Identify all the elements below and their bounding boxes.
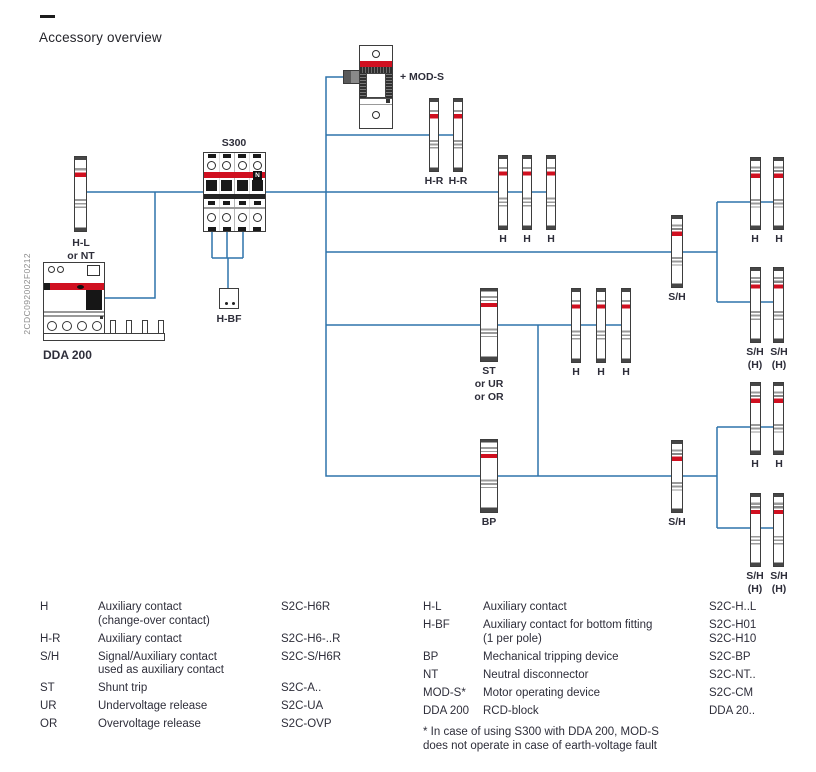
- device-s-h-h: [773, 493, 784, 567]
- device-h: [750, 157, 761, 230]
- label-s-h-sub: (H): [747, 359, 763, 371]
- dda-baseplate: [43, 333, 165, 341]
- device-h-r: [453, 98, 463, 172]
- device-bp: [480, 439, 498, 513]
- page-title: Accessory overview: [39, 30, 162, 45]
- device-h: [621, 288, 631, 363]
- label-s-h: S/H: [746, 570, 764, 582]
- legend-abbr: H-BF: [423, 619, 450, 631]
- legend-code: S2C-H6-..R: [281, 632, 341, 645]
- legend-row: [40, 718, 412, 732]
- dda-terminal-circle: [92, 321, 102, 331]
- legend-desc: Overvoltage release: [98, 718, 201, 730]
- dda-prong: [110, 320, 116, 334]
- legend-abbr: BP: [423, 650, 439, 663]
- legend-abbr: H-L: [423, 601, 442, 613]
- label-s-h: S/H: [746, 346, 764, 358]
- label-h: H: [547, 233, 555, 245]
- label-h: H: [751, 458, 759, 470]
- device-s-h: [671, 440, 683, 513]
- label-s-h: S/H: [668, 516, 686, 528]
- s300-terminal-circle: [253, 161, 262, 170]
- mods-small-square: [386, 99, 390, 103]
- s300-bottom-tabs: [204, 226, 265, 231]
- legend-desc: Auxiliary contact: [483, 601, 567, 613]
- legend-left: [40, 601, 412, 736]
- legend-code: S2C-H..L: [709, 601, 757, 613]
- legend-desc-line: (1 per pole): [483, 632, 542, 645]
- hbf-dot: [225, 302, 228, 305]
- legend-code-line: S2C-H10: [709, 632, 757, 645]
- s300-tab: [253, 227, 261, 231]
- legend-abbr: NT: [423, 668, 439, 681]
- label-s-h: S/H: [770, 570, 788, 582]
- dda-gray-line: [44, 311, 104, 313]
- s300-toggle: [221, 180, 232, 191]
- device-mod-s: [359, 45, 393, 129]
- s300-terminal-circle: [207, 161, 216, 170]
- dda-circle: [48, 266, 55, 273]
- s300-terminal-circle: [253, 213, 262, 222]
- legend-code: S2C-H6R: [281, 601, 331, 613]
- device-s-h-h: [750, 267, 761, 343]
- legend-code: S2C-A..: [281, 682, 322, 694]
- mods-screw-circle: [372, 111, 380, 119]
- dda-prong: [158, 320, 164, 334]
- device-s-h-h: [750, 493, 761, 567]
- s300-toggle: [206, 180, 217, 191]
- legend-code: S2C-OVP: [281, 718, 332, 730]
- device-h: [546, 155, 556, 230]
- legend-desc: Mechanical tripping device: [483, 650, 619, 663]
- legend-abbr: ST: [40, 682, 55, 694]
- device-h-l: [74, 156, 87, 232]
- s300-neutral-marker: N: [253, 171, 262, 180]
- label-h-bf: H-BF: [216, 313, 242, 325]
- label-h: H: [572, 366, 580, 378]
- legend-row: [423, 619, 811, 646]
- device-h: [596, 288, 606, 363]
- label-h: H: [775, 458, 783, 470]
- mods-body: [360, 73, 392, 98]
- legend-desc: Undervoltage release: [98, 700, 208, 712]
- legend-abbr: H: [40, 601, 49, 613]
- mods-thin-band: [360, 98, 392, 105]
- s300-tab: [223, 227, 231, 231]
- legend-row: [423, 705, 811, 719]
- label-st-alt1: or UR: [474, 378, 504, 390]
- legend-row: [40, 651, 412, 678]
- legend-desc: Neutral disconnector: [483, 668, 589, 681]
- legend-code: DDA 20..: [709, 704, 756, 717]
- label-dda-200: DDA 200: [43, 348, 92, 362]
- s300-tick: [208, 201, 215, 205]
- legend-row: [40, 633, 412, 647]
- s300-terminal-circle: [222, 161, 231, 170]
- s300-dark-band: [204, 194, 265, 199]
- s300-top-terminals: [204, 159, 265, 172]
- label-h: H: [523, 233, 531, 245]
- legend-desc: RCD-block: [483, 704, 539, 717]
- device-h: [522, 155, 532, 230]
- legend-abbr: H-R: [40, 632, 61, 645]
- label-h: H: [597, 366, 605, 378]
- mods-screw-circle: [372, 50, 380, 58]
- s300-tick: [254, 201, 261, 205]
- dda-dot: [100, 316, 103, 319]
- s300-tab: [223, 154, 231, 158]
- label-h: H: [622, 366, 630, 378]
- legend-abbr: UR: [40, 700, 57, 712]
- legend-desc-line: (change-over contact): [98, 614, 210, 627]
- label-s-h-sub: (H): [771, 583, 787, 595]
- legend-desc: Shunt trip: [98, 682, 148, 694]
- dda-gray-line: [44, 315, 104, 317]
- label-s-h-sub: (H): [747, 583, 763, 595]
- dda-terminal-circle: [47, 321, 57, 331]
- dda-prong: [142, 320, 148, 334]
- legend-row: [40, 682, 412, 696]
- legend-desc: [98, 601, 281, 628]
- label-h-l-alt: or NT: [67, 250, 95, 262]
- s300-tab: [253, 154, 261, 158]
- legend-footnote: [423, 726, 811, 753]
- label-st: ST: [482, 365, 496, 377]
- dda-circle: [57, 266, 64, 273]
- legend-desc: Motor operating device: [483, 686, 600, 699]
- legend-row: [40, 700, 412, 714]
- label-h-r: H-R: [424, 175, 444, 187]
- s300-bottom-terminals: [204, 209, 265, 225]
- label-st-alt2: or OR: [474, 391, 504, 403]
- legend-desc-line: Signal/Auxiliary contact: [98, 650, 217, 663]
- label-s-h: S/H: [770, 346, 788, 358]
- device-h: [750, 382, 761, 455]
- legend-desc: [98, 651, 281, 678]
- s300-tab: [208, 227, 216, 231]
- dda-red-band: [44, 283, 104, 290]
- dda-window: [87, 265, 100, 276]
- legend-abbr: S/H: [40, 650, 60, 663]
- s300-tab: [208, 154, 216, 158]
- device-h-bf: [219, 288, 239, 309]
- legend-code-line: S2C-H01: [709, 619, 757, 631]
- legend-code: S2C-BP: [709, 650, 751, 663]
- legend-abbr: MOD-S*: [423, 686, 466, 699]
- mods-hatch-right: [386, 73, 392, 98]
- dda-toggle: [86, 290, 102, 310]
- legend-code: S2C-S/H6R: [281, 650, 342, 663]
- legend-code: S2C-NT..: [709, 668, 756, 681]
- label-h: H: [751, 233, 759, 245]
- footnote-line: does not operate in case of earth-voltage fault: [423, 739, 657, 752]
- device-dda-200: [43, 262, 105, 340]
- dda-eye-marker: [77, 285, 84, 289]
- dda-terminal-circle: [77, 321, 87, 331]
- device-h: [773, 157, 784, 230]
- device-h: [498, 155, 508, 230]
- legend-right: [423, 601, 811, 753]
- legend-row: [423, 601, 811, 615]
- s300-terminal-circle: [238, 161, 247, 170]
- dda-red-band-cap: [44, 283, 50, 290]
- label-s-h: S/H: [668, 291, 686, 303]
- legend-desc-line: Auxiliary contact: [98, 601, 182, 613]
- s300-terminal-circle: [207, 213, 216, 222]
- legend-desc-line: Auxiliary contact for bottom fitting: [483, 619, 653, 631]
- device-st-ur-or: [480, 288, 498, 362]
- legend-desc: Auxiliary contact: [98, 632, 182, 645]
- s300-ticks: [204, 199, 265, 206]
- s300-toggles: [204, 179, 265, 193]
- s300-terminal-circle: [222, 213, 231, 222]
- legend-row: [40, 601, 412, 628]
- s300-tab: [238, 154, 246, 158]
- label-h-r: H-R: [448, 175, 468, 187]
- device-s300: [203, 152, 266, 232]
- legend-abbr: DDA 200: [423, 704, 470, 717]
- s300-tick: [223, 201, 230, 205]
- device-h: [571, 288, 581, 363]
- label-mod-s: + MOD-S: [400, 71, 445, 83]
- s300-top-tabs: [204, 153, 265, 158]
- label-h: H: [499, 233, 507, 245]
- legend-desc: [483, 619, 709, 646]
- document-side-code: 2CDC092002F0212: [22, 253, 32, 335]
- hbf-dot: [232, 302, 235, 305]
- s300-tab: [238, 227, 246, 231]
- mods-face: [366, 73, 386, 98]
- footnote-line: * In case of using S300 with DDA 200, MOD-S: [423, 726, 659, 738]
- label-h-l: H-L: [72, 237, 90, 249]
- s300-terminal-circle: [238, 213, 247, 222]
- label-s300: S300: [221, 137, 247, 149]
- dda-terminal-circle: [62, 321, 72, 331]
- legend-row: [423, 651, 811, 665]
- label-bp: BP: [481, 516, 497, 528]
- device-h: [773, 382, 784, 455]
- s300-toggle: [237, 180, 248, 191]
- mods-plug: [343, 70, 360, 84]
- label-h: H: [775, 233, 783, 245]
- s300-tick: [239, 201, 246, 205]
- legend-abbr: OR: [40, 718, 58, 730]
- legend-desc-line: used as auxiliary contact: [98, 664, 224, 676]
- dda-prong: [126, 320, 132, 334]
- label-s-h-sub: (H): [771, 359, 787, 371]
- legend-code: S2C-CM: [709, 686, 754, 699]
- legend-row: [423, 687, 811, 701]
- legend-code: [709, 619, 811, 646]
- legend-row: [423, 669, 811, 683]
- legend-code: S2C-UA: [281, 700, 324, 712]
- device-s-h-h: [773, 267, 784, 343]
- device-s-h: [671, 215, 683, 288]
- device-h-r: [429, 98, 439, 172]
- s300-toggle: [252, 180, 263, 191]
